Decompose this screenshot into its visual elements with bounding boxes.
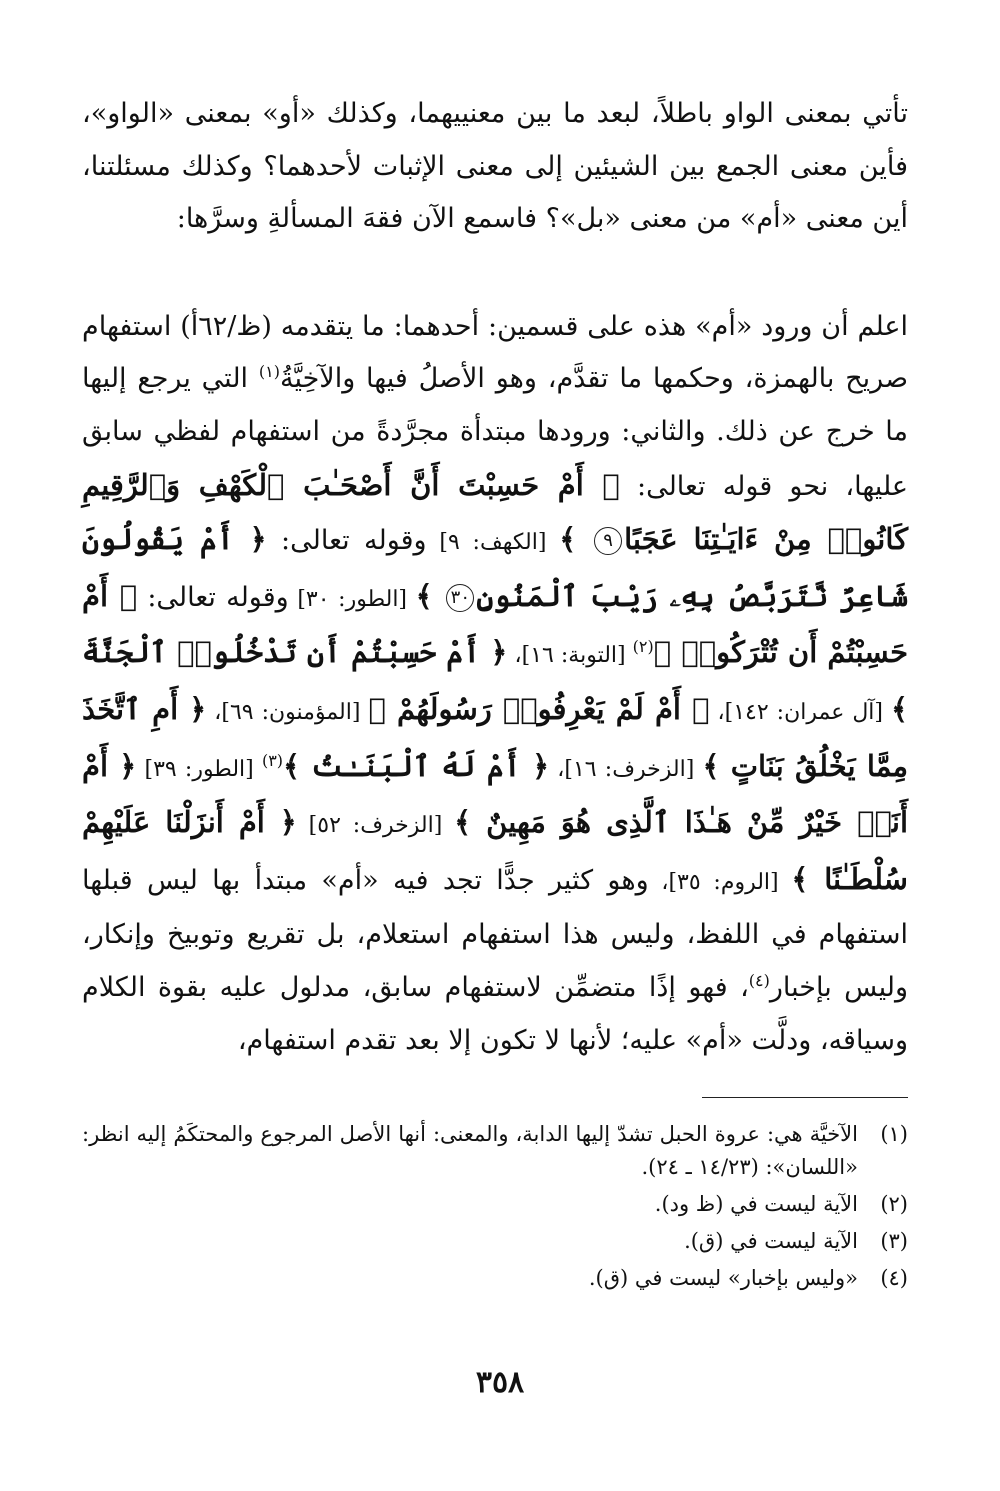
footnote-2 xyxy=(82,1188,908,1221)
paragraph-2-text-3: وقوله تعالى: xyxy=(266,525,427,557)
footnote-ref-2[interactable]: (٢) xyxy=(632,637,654,657)
footnote-text: الآية ليست في (ظ ود). xyxy=(654,1192,858,1216)
quran-verse-9: ﴿ أَمْ أَنزَلْنَا عَلَيْهِمْ سُلْطَـٰنًا ﴾ xyxy=(82,805,908,896)
footnote-1 xyxy=(82,1118,908,1184)
quran-verse-8: ﴿ أَمْ أَنَا۠ خَيْرٌ مِّنْ هَـٰذَا ٱلَّذِى هُوَ مَهِينٌ ﴾ xyxy=(82,748,909,840)
paragraph-2-text-5: وهو كثير جدًّا تجد فيه «أم» مبتدأ بها ليس قبلها استفهام في اللفظ، وليس هذا استفهام استعلام، بل تقريع وتوبيخ وإنكار، وليس بإخبار xyxy=(82,864,908,1003)
page-number: ٣٥٨ xyxy=(475,1365,525,1400)
verse-number-1: ٩ xyxy=(594,527,622,555)
paragraph-2-text-2: التي يرجع إليها ما خرج عن ذلك. والثاني: ورودها مبتدأة مجرَّدةً من استفهام لفظي سابق عليها، نحو قوله تعالى: xyxy=(82,363,908,502)
footnote-text: الآية ليست في (ق). xyxy=(684,1229,858,1253)
quran-verse-1-end: ﴾ xyxy=(559,522,593,557)
surah-ref-6: [الزخرف: ١٦]، xyxy=(549,756,703,782)
surah-ref-1: [الكهف: ٩] xyxy=(426,530,560,556)
footnote-text: «وليس بإخبار» ليست في (ق). xyxy=(588,1266,858,1290)
footnote-ref-1[interactable]: (١) xyxy=(258,362,280,382)
paragraph-2 xyxy=(82,301,908,1067)
surah-ref-4: [آل عمران: ١٤٢]، xyxy=(709,699,892,725)
footnote-number: (٢) xyxy=(880,1192,908,1216)
quran-verse-2-end: ﴾ xyxy=(415,578,445,613)
footnote-text: الآخيَّة هي: عروة الحبل تشدّ إليها الدابة، والمعنى: أنها الأصل المرجوع والمحتكَمُ إليه انظر: «اللسان»: (١٤/٢٣ ـ ٢٤). xyxy=(82,1122,858,1179)
quran-verse-4: ﴿ أَمْ حَسِبْتُمْ أَن تَدْخُلُوا۟ ٱلْجَنَّةَ ﴾ xyxy=(82,635,909,726)
footnote-number: (٣) xyxy=(880,1229,908,1253)
verse-number-2: ٣٠ xyxy=(446,584,474,612)
footnote-4 xyxy=(82,1262,908,1295)
surah-ref-5: [المؤمنون: ٦٩]، xyxy=(206,699,369,725)
surah-ref-9: [الروم: ٣٥]، xyxy=(648,869,792,895)
paragraph-1-text: تأتي بمعنى الواو باطلاً، لبعد ما بين معنييهما، وكذلك «أو» بمعنى «الواو»، فأين معنى الجمع بين الشيئين إلى معنى الإثبات لأحدهما؟ وكذلك مسئلتنا، أين معنى «أم» من معنى «بل»؟ فاسمع الآن فقهَ المسألةِ وسرَّها: xyxy=(82,98,908,235)
paragraph-gap xyxy=(82,246,908,301)
quran-verse-5: ﴿ أَمْ لَمْ يَعْرِفُوا۟ رَسُولَهُمْ ﴾ xyxy=(368,691,710,726)
quran-verse-6: ﴿ أَمِ ٱتَّخَذَ مِمَّا يَخْلُقُ بَنَاتٍ ﴾ xyxy=(82,691,908,783)
surah-ref-2: [الطور: ٣٠] xyxy=(288,586,416,612)
footnote-number: (٤) xyxy=(880,1266,908,1290)
paragraph-2-text-6: ، فهو إذًا متضمِّن لاستفهام سابق، مدلول عليه بقوة الكلام وسياقه، ودلَّت «أم» عليه؛ لأنها لا تكون إلا بعد تقدم استفهام، xyxy=(82,971,908,1056)
footnote-ref-3[interactable]: (٣) xyxy=(261,750,284,770)
main-text xyxy=(82,88,908,1067)
quran-verse-7: ﴿ أَمْ لَهُ ٱلْبَنَـٰتُ ﴾ xyxy=(283,748,550,783)
quran-verse-2-text: ﴿ أَمْ يَقُولُونَ شَاعِرٌ نَّتَرَبَّصُ بِهِۦ رَيْبَ ٱلْمَنُونِ xyxy=(82,522,909,613)
footnotes xyxy=(82,1118,908,1299)
surah-ref-7: [الطور: ٣٩] xyxy=(136,756,262,782)
surah-ref-8: [الزخرف: ٥٢] xyxy=(296,813,455,839)
paragraph-1 xyxy=(82,88,908,246)
quran-verse-1-text: ﴿ أَمْ حَسِبْتَ أَنَّ أَصْحَـٰبَ ٱلْكَهْفِ وَٱلرَّقِيمِ كَانُوا۟ مِنْ ءَايَـٰتِنَا عَجَبًا xyxy=(82,467,909,557)
quran-verse-3: ﴿ أَمْ حَسِبْتُمْ أَن تُتْرَكُوا۟ ﴾ xyxy=(82,578,909,670)
footnote-ref-4[interactable]: (٤) xyxy=(748,970,770,990)
footnote-3 xyxy=(82,1225,908,1258)
surah-ref-3: [التوبة: ١٦]، xyxy=(507,643,633,669)
paragraph-2-text-4: وقوله تعالى: xyxy=(137,581,289,613)
footnote-number: (١) xyxy=(880,1122,908,1146)
paragraph-2-text-1: اعلم أن ورود «أم» هذه على قسمين: أحدهما: ما يتقدمه (ظ/٦٢أ) استفهام صريح بالهمزة، وحكمها ما تقدَّم، وهو الأصلُ فيها والآخِيَّةُ xyxy=(82,310,908,395)
footnote-separator xyxy=(702,1097,908,1098)
